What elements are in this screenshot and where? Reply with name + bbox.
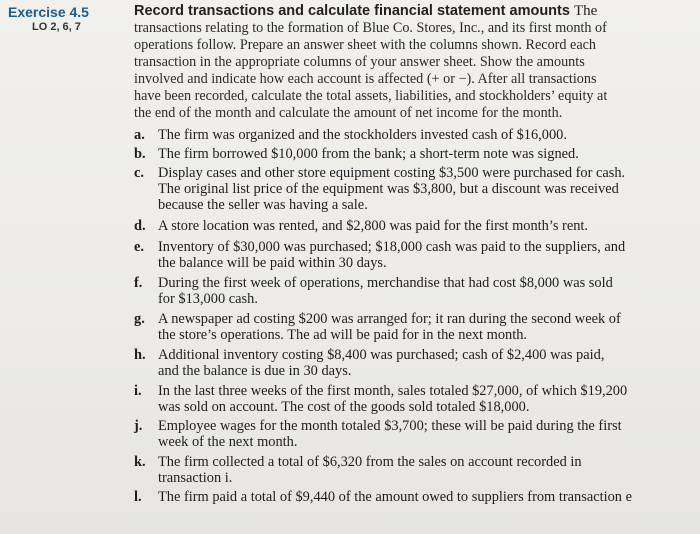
transaction-letter: b.	[134, 146, 146, 162]
transaction-text	[158, 489, 633, 505]
instruction-line: involved and indicate how each account is affected (+ or −). After all transactions	[134, 71, 597, 87]
transaction-line: week of the next month.	[158, 434, 298, 450]
transaction-line: Employee wages for the month totaled $3,700; these will be paid during the first	[158, 418, 622, 434]
transaction-text	[158, 146, 633, 162]
transaction-text	[158, 275, 633, 307]
transaction-text	[158, 418, 633, 450]
transaction-line: The firm paid a total of $9,440 of the amount owed to suppliers from transaction e	[158, 489, 632, 505]
transaction-letter: a.	[134, 127, 145, 143]
transaction-letter: h.	[134, 347, 146, 363]
transaction-text	[158, 347, 633, 379]
transaction-text	[158, 127, 633, 143]
transaction-line: because the seller was having a sale.	[158, 197, 368, 213]
transaction-text	[158, 239, 633, 271]
transaction-line: transaction i.	[158, 470, 233, 486]
transaction-line: the store’s operations. The ad will be paid for in the next month.	[158, 327, 528, 343]
transaction-text	[158, 383, 633, 415]
instruction-line: transaction in the appropriate columns of your answer sheet. Show the amounts	[134, 54, 585, 70]
transaction-text	[158, 218, 633, 234]
transaction-text	[158, 454, 633, 486]
transaction-letter: f.	[134, 275, 143, 291]
transaction-line: for $13,000 cash.	[158, 291, 258, 307]
instruction-line: operations follow. Prepare an answer sheet with the columns shown. Record each	[134, 37, 597, 53]
transaction-line: The firm collected a total of $6,320 from the sales on account recorded in	[158, 454, 582, 470]
instruction-line: have been recorded, calculate the total assets, liabilities, and stockholders’ equity at	[134, 88, 608, 104]
transaction-text	[158, 165, 633, 213]
transaction-line: Inventory of $30,000 was purchased; $18,000 cash was paid to the suppliers, and	[158, 239, 626, 255]
transaction-line: Additional inventory costing $8,400 was purchased; cash of $2,400 was paid,	[158, 347, 605, 363]
learning-objectives-label: LO 2, 6, 7	[32, 21, 81, 33]
transaction-line: A store location was rented, and $2,800 was paid for the first month’s rent.	[158, 218, 589, 234]
transaction-letter: j.	[134, 418, 143, 434]
transaction-line: A newspaper ad costing $200 was arranged for; it ran during the second week of	[158, 311, 621, 327]
transaction-line: was sold on account. The cost of the goods sold totaled $18,000.	[158, 399, 530, 415]
transaction-line: Display cases and other store equipment costing $3,500 were purchased for cash.	[158, 165, 626, 181]
exercise-title-bold: Record transactions and calculate financial statement amounts	[134, 3, 570, 19]
transaction-line: The original list price of the equipment was $3,800, but a discount was received	[158, 181, 619, 197]
transaction-line: During the first week of operations, merchandise that had cost $8,000 was sold	[158, 275, 613, 291]
transaction-line: and the balance is due in 30 days.	[158, 363, 352, 379]
instruction-line: transactions relating to the formation of Blue Co. Stores, Inc., and its first month of	[134, 20, 607, 36]
transaction-letter: d.	[134, 218, 146, 234]
transaction-line: The firm borrowed $10,000 from the bank; a short-term note was signed.	[158, 146, 579, 162]
instruction-line: the end of the month and calculate the amount of net income for the month.	[134, 105, 563, 121]
exercise-instructions	[134, 20, 644, 122]
exercise-label: Exercise 4.5	[8, 4, 89, 20]
transaction-letter: l.	[134, 489, 142, 505]
exercise-title-tail: The	[573, 3, 598, 19]
transaction-letter: k.	[134, 454, 146, 470]
transaction-line: the balance will be paid within 30 days.	[158, 255, 387, 271]
transaction-line: The firm was organized and the stockholders invested cash of $16,000.	[158, 127, 567, 143]
transaction-line: In the last three weeks of the first month, sales totaled $27,000, of which $19,200	[158, 383, 628, 399]
exercise-title	[134, 3, 597, 20]
transaction-letter: g.	[134, 311, 145, 327]
transaction-letter: c.	[134, 165, 144, 181]
transaction-letter: i.	[134, 383, 142, 399]
transaction-letter: e.	[134, 239, 144, 255]
transaction-text	[158, 311, 633, 343]
